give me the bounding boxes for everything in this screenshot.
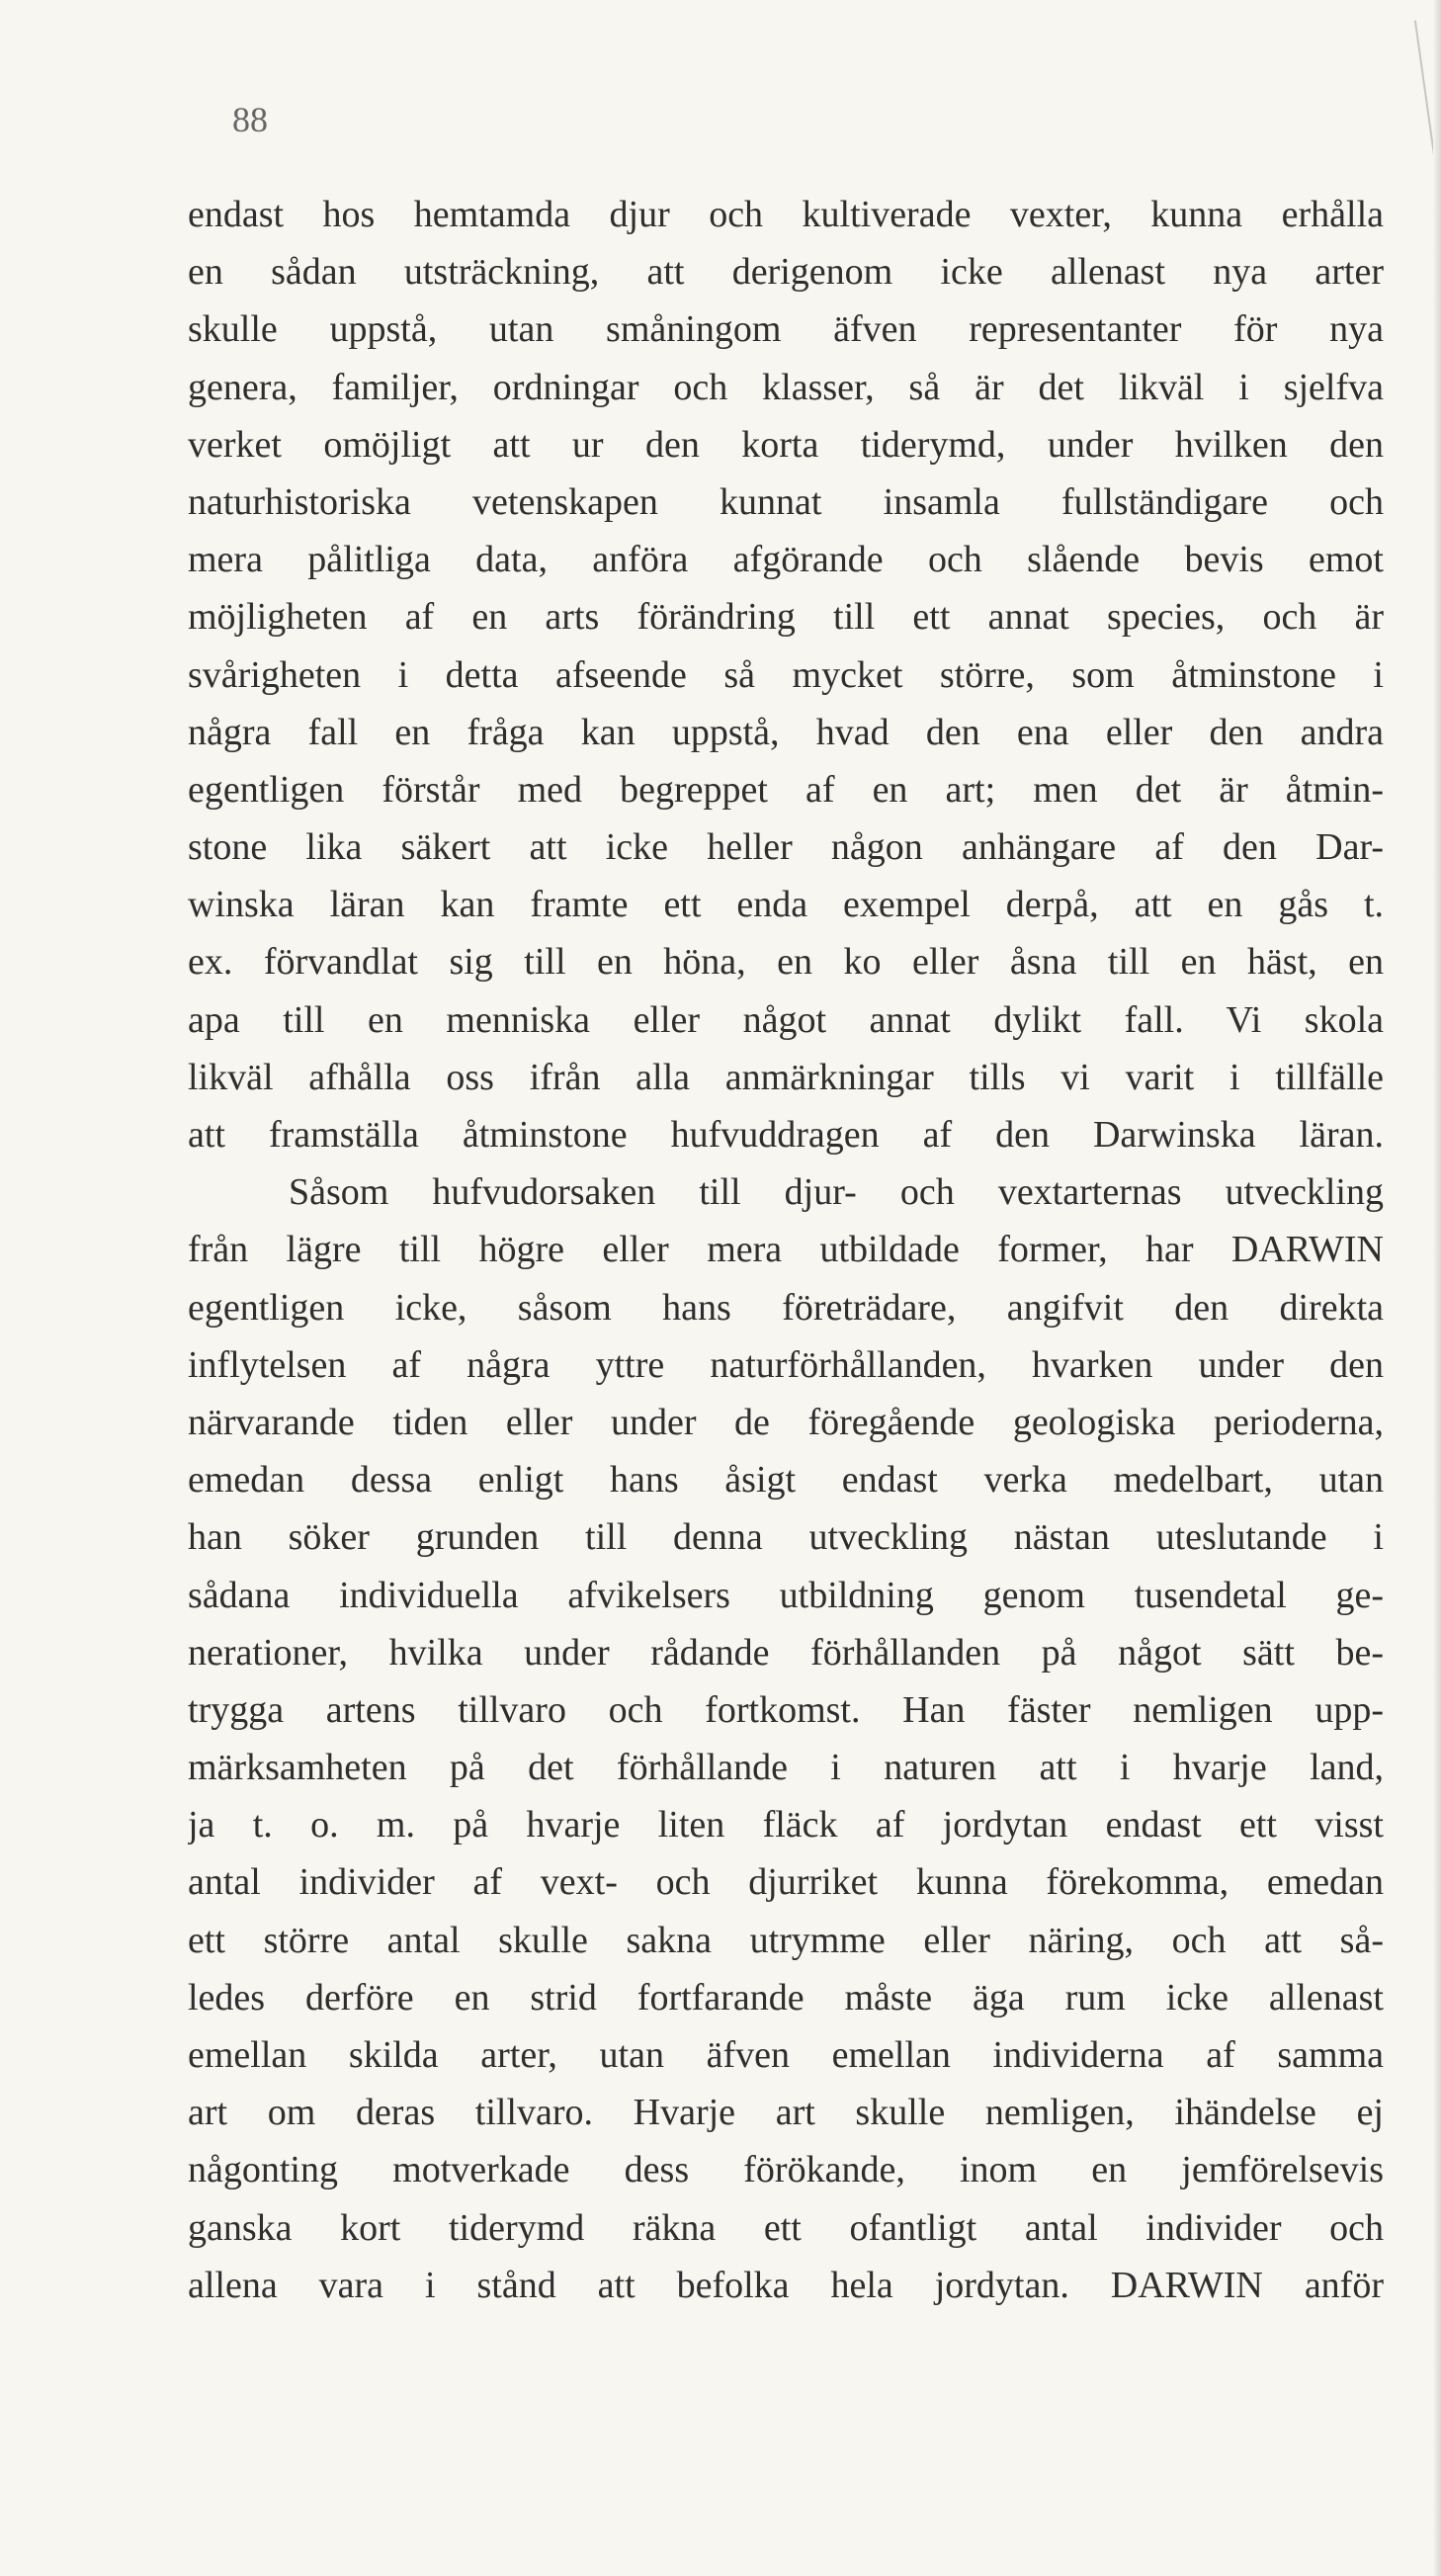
text-line: trygga artens tillvaro och fortkomst. Han fäster nemligen upp- xyxy=(188,1688,1384,1731)
text-line: apa till en menniska eller något annat dylikt fall. Vi skola xyxy=(188,998,1384,1041)
text-line: ex. förvandlat sig till en höna, en ko eller åsna till en häst, en xyxy=(188,941,1384,984)
text-line: mera pålitliga data, anföra afgörande och slående bevis emot xyxy=(188,539,1384,581)
text-line: ganska kort tiderymd räkna ett ofantligt antal individer och xyxy=(188,2206,1384,2249)
text-line: genera, familjer, ordningar och klasser, så är det likväl i sjelfva xyxy=(188,366,1384,408)
text-line: egentligen förstår med begreppet af en art; men det är åtmin- xyxy=(188,768,1384,811)
text-line: nerationer, hvilka under rådande förhållanden på något sätt be- xyxy=(188,1631,1384,1674)
text-line: ja t. o. m. på hvarje liten fläck af jordytan endast ett visst xyxy=(188,1804,1384,1846)
text-line: emedan dessa enligt hans åsigt endast verka medelbart, utan xyxy=(188,1459,1384,1502)
text-line: emellan skilda arter, utan äfven emellan individerna af samma xyxy=(188,2034,1384,2076)
text-line: likväl afhålla oss ifrån alla anmärkningar tills vi varit i tillfälle xyxy=(188,1056,1384,1098)
text-line: stone lika säkert att icke heller någon anhängare af den Dar- xyxy=(188,826,1384,869)
text-line: han söker grunden till denna utveckling nästan uteslutande i xyxy=(188,1516,1384,1559)
text-line: skulle uppstå, utan småningom äfven representanter för nya xyxy=(188,308,1384,351)
text-line: art om deras tillvaro. Hvarje art skulle nemligen, ihändelse ej xyxy=(188,2092,1384,2134)
text-line: sådana individuella afvikelsers utbildning genom tusendetal ge- xyxy=(188,1574,1384,1616)
text-line: endast hos hemtamda djur och kultiverade vexter, kunna erhålla xyxy=(188,194,1384,235)
page-number: 88 xyxy=(232,100,268,139)
text-line: från lägre till högre eller mera utbildade former, har DARWIN xyxy=(188,1229,1384,1271)
text-line: verket omöjligt att ur den korta tiderymd, under hvilken den xyxy=(188,423,1384,466)
text-line: ett större antal skulle sakna utrymme eller näring, och att så- xyxy=(188,1919,1384,1961)
page-edge xyxy=(1433,0,1441,2576)
text-line: närvarande tiden eller under de föregående geologiska perioderna, xyxy=(188,1401,1384,1443)
text-line: någonting motverkade dess förökande, inom en jemförelsevis xyxy=(188,2149,1384,2191)
text-line: ledes derföre en strid fortfarande måste äga rum icke allenast xyxy=(188,1976,1384,2018)
text-line: antal individer af vext- och djurriket kunna förekomma, emedan xyxy=(188,1861,1384,1904)
text-line: egentligen icke, såsom hans företrädare, angifvit den direkta xyxy=(188,1286,1384,1329)
text-line: winska läran kan framte ett enda exempel derpå, att en gås t. xyxy=(188,884,1384,926)
text-line: att framställa åtminstone hufvuddragen af den Darwinska läran. xyxy=(188,1114,1384,1156)
text-line: några fall en fråga kan uppstå, hvad den ena eller den andra xyxy=(188,711,1384,753)
text-line: svårigheten i detta afseende så mycket större, som åtminstone i xyxy=(188,653,1384,696)
body-text xyxy=(188,186,1384,2314)
text-line: inflytelsen af några yttre naturförhållanden, hvarken under den xyxy=(188,1343,1384,1386)
text-line: allena vara i stånd att befolka hela jordytan. DARWIN anför xyxy=(188,2264,1384,2306)
text-line: möjligheten af en arts förändring till ett annat species, och är xyxy=(188,596,1384,639)
text-line: en sådan utsträckning, att derigenom icke allenast nya arter xyxy=(188,251,1384,294)
text-line: märksamheten på det förhållande i naturen att i hvarje land, xyxy=(188,1747,1384,1789)
text-line-paragraph-start: Såsom hufvudorsaken till djur- och vextarternas utveckling xyxy=(289,1171,1384,1214)
text-line: naturhistoriska vetenskapen kunnat insamla fullständigare och xyxy=(188,480,1384,523)
